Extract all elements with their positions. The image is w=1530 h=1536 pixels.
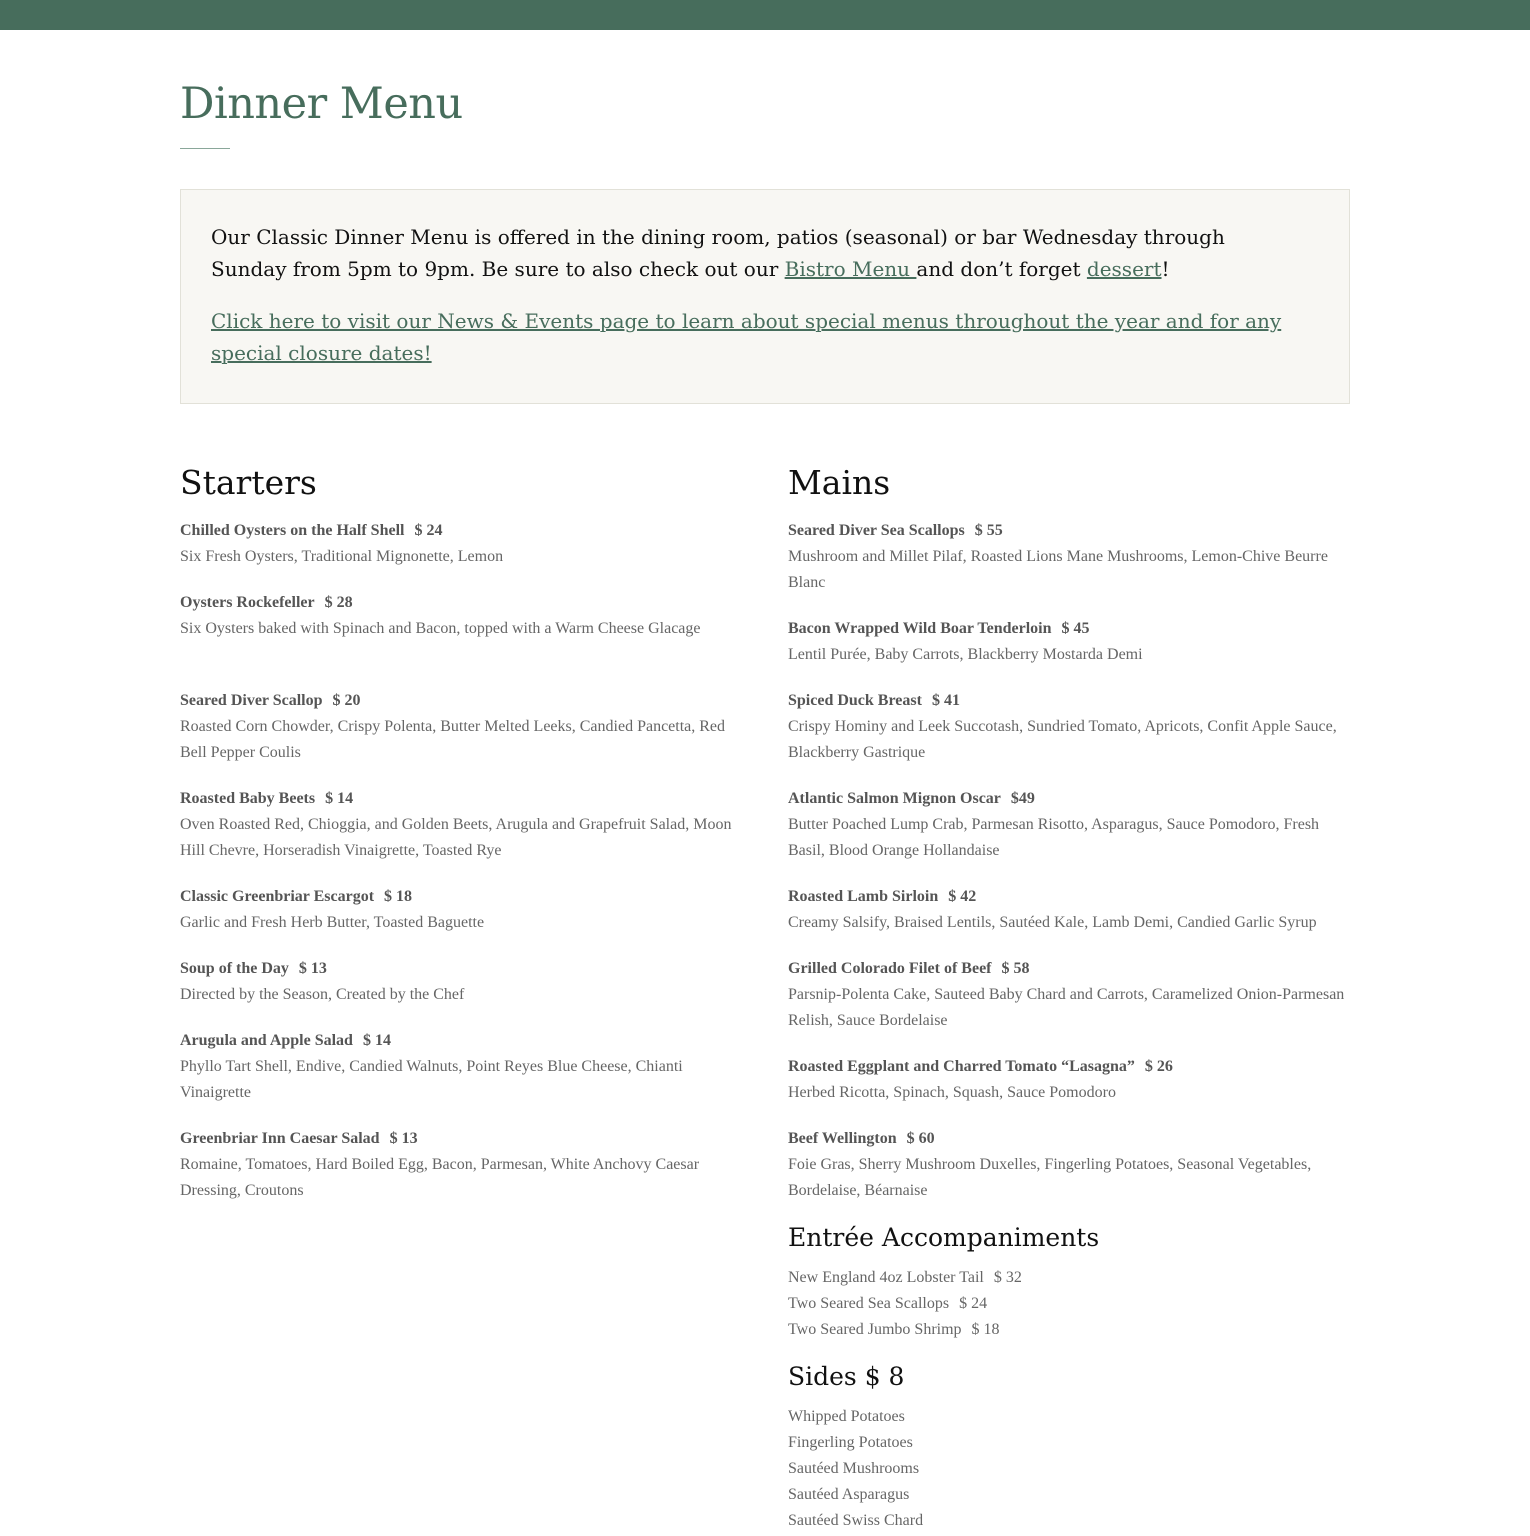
intro-panel (180, 189, 1350, 404)
accompaniments-list (788, 1265, 1022, 1343)
menu-item (180, 884, 742, 936)
menu-item (788, 616, 1350, 668)
item-price: $ 18 (971, 1321, 1000, 1338)
item-name: Grilled Colorado Filet of Beef (788, 960, 992, 977)
list-item: Fingerling Potatoes (788, 1434, 913, 1451)
item-price: $ 24 (414, 522, 443, 539)
menu-item (788, 518, 1350, 596)
item-name: Arugula and Apple Salad (180, 1032, 353, 1049)
item-name: Chilled Oysters on the Half Shell (180, 522, 405, 539)
item-name: Two Seared Sea Scallops (788, 1295, 950, 1312)
item-name: New England 4oz Lobster Tail (788, 1269, 984, 1286)
list-item: Sautéed Asparagus (788, 1486, 910, 1503)
item-description: Mushroom and Millet Pilaf, Roasted Lions Mane Mushrooms, Lemon-Chive Beurre Blanc (788, 548, 1328, 591)
menu-item (788, 1054, 1350, 1106)
item-price: $49 (1010, 790, 1035, 807)
item-name: Soup of the Day (180, 960, 289, 977)
menu-item (180, 1126, 742, 1204)
item-description: Romaine, Tomatoes, Hard Boiled Egg, Bacon, Parmesan, White Anchovy Caesar Dressing, Croutons (180, 1156, 700, 1199)
list-item: Sautéed Swiss Chard (788, 1512, 924, 1529)
item-description: Oven Roasted Red, Chioggia, and Golden Beets, Arugula and Grapefruit Salad, Moon Hill Chevre, Horseradish Vinaigrette, Toasted Rye (180, 816, 732, 859)
item-price: $ 14 (325, 790, 354, 807)
item-description: Creamy Salsify, Braised Lentils, Sautéed Kale, Lamb Demi, Candied Garlic Syrup (788, 914, 1317, 931)
item-description: Six Fresh Oysters, Traditional Mignonette, Lemon (180, 548, 504, 565)
accompaniments-heading: Entrée Accompaniments (788, 1223, 1100, 1252)
menu-item (180, 518, 742, 570)
item-name: Two Seared Jumbo Shrimp (788, 1321, 962, 1338)
list-item (788, 1317, 1022, 1343)
menu-item (788, 1126, 1350, 1204)
item-price: $ 13 (389, 1130, 418, 1147)
starters-heading: Starters (180, 463, 317, 502)
list-item (788, 1265, 1022, 1291)
item-description: Parsnip-Polenta Cake, Sauteed Baby Chard and Carrots, Caramelized Onion-Parmesan Relish, Sauce Bordelaise (788, 986, 1345, 1029)
item-name: Seared Diver Scallop (180, 692, 323, 709)
item-name: Classic Greenbriar Escargot (180, 888, 375, 905)
item-description: Directed by the Season, Created by the Chef (180, 986, 465, 1003)
menu-item (788, 884, 1350, 936)
item-description: Herbed Ricotta, Spinach, Squash, Sauce Pomodoro (788, 1084, 1116, 1101)
item-name: Roasted Eggplant and Charred Tomato “Lasagna” (788, 1058, 1135, 1075)
list-item: Sautéed Mushrooms (788, 1460, 920, 1477)
item-price: $ 42 (948, 888, 977, 905)
intro-text-before: Our Classic Dinner Menu is offered in the dining room, patios (seasonal) or bar Wednesday through Sunday from 5pm to 9pm. Be sure to also check out our (211, 225, 1225, 281)
menu-item (788, 786, 1350, 864)
item-price: $ 24 (959, 1295, 988, 1312)
item-description: Phyllo Tart Shell, Endive, Candied Walnuts, Point Reyes Blue Cheese, Chianti Vinaigrette (180, 1058, 683, 1101)
page-title: Dinner Menu (180, 79, 463, 129)
intro-text-after: ! (1161, 257, 1170, 281)
menu-item (788, 956, 1350, 1034)
item-name: Roasted Baby Beets (180, 790, 316, 807)
title-divider (180, 148, 230, 149)
events-paragraph (211, 305, 1291, 369)
item-name: Spiced Duck Breast (788, 692, 922, 709)
item-price: $ 14 (362, 1032, 391, 1049)
item-price: $ 60 (906, 1130, 935, 1147)
sides-heading: Sides $ 8 (788, 1362, 905, 1391)
item-name: Greenbriar Inn Caesar Salad (180, 1130, 380, 1147)
item-price: $ 32 (993, 1269, 1022, 1286)
menu-item (788, 688, 1350, 766)
list-item: Whipped Potatoes (788, 1408, 905, 1425)
dessert-link[interactable]: dessert (1086, 257, 1162, 281)
item-price: $ 55 (974, 522, 1003, 539)
menu-item (180, 1028, 742, 1106)
item-description: Butter Poached Lump Crab, Parmesan Risotto, Asparagus, Sauce Pomodoro, Fresh Basil, Blood Orange Hollandaise (788, 816, 1320, 859)
item-description: Six Oysters baked with Spinach and Bacon, topped with a Warm Cheese Glacage (180, 620, 701, 637)
item-description: Crispy Hominy and Leek Succotash, Sundried Tomato, Apricots, Confit Apple Sauce, Blackberry Gastrique (788, 718, 1337, 761)
mains-heading: Mains (788, 463, 891, 502)
item-description: Foie Gras, Sherry Mushroom Duxelles, Fingerling Potatoes, Seasonal Vegetables, Bordelaise, Béarnaise (788, 1156, 1312, 1199)
item-price: $ 26 (1144, 1058, 1173, 1075)
bistro-menu-link[interactable]: Bistro Menu (784, 257, 917, 281)
item-name: Beef Wellington (788, 1130, 897, 1147)
news-events-link[interactable]: Click here to visit our News & Events page to learn about special menus throughout the year and for any special closure dates! (211, 309, 1282, 365)
item-description: Roasted Corn Chowder, Crispy Polenta, Butter Melted Leeks, Candied Pancetta, Red Bell Pepper Coulis (180, 718, 726, 761)
item-name: Oysters Rockefeller (180, 594, 315, 611)
item-price: $ 41 (931, 692, 960, 709)
item-price: $ 13 (298, 960, 327, 977)
item-price: $ 18 (384, 888, 413, 905)
menu-item (180, 590, 742, 642)
top-bar (0, 0, 1530, 30)
item-name: Atlantic Salmon Mignon Oscar (788, 790, 1001, 807)
item-name: Roasted Lamb Sirloin (788, 888, 939, 905)
item-description: Garlic and Fresh Herb Butter, Toasted Baguette (180, 914, 485, 931)
item-price: $ 28 (324, 594, 353, 611)
intro-text-middle: and don’t forget (916, 257, 1087, 281)
item-price: $ 20 (332, 692, 361, 709)
item-name: Bacon Wrapped Wild Boar Tenderloin (788, 620, 1052, 637)
list-item (788, 1291, 1022, 1317)
menu-item (180, 786, 742, 864)
intro-paragraph (211, 221, 1291, 285)
menu-item (180, 956, 742, 1008)
item-description: Lentil Purée, Baby Carrots, Blackberry Mostarda Demi (788, 646, 1143, 663)
sides-list (788, 1404, 923, 1534)
item-price: $ 45 (1061, 620, 1090, 637)
menu-item (180, 688, 742, 766)
item-name: Seared Diver Sea Scallops (788, 522, 965, 539)
item-price: $ 58 (1001, 960, 1030, 977)
